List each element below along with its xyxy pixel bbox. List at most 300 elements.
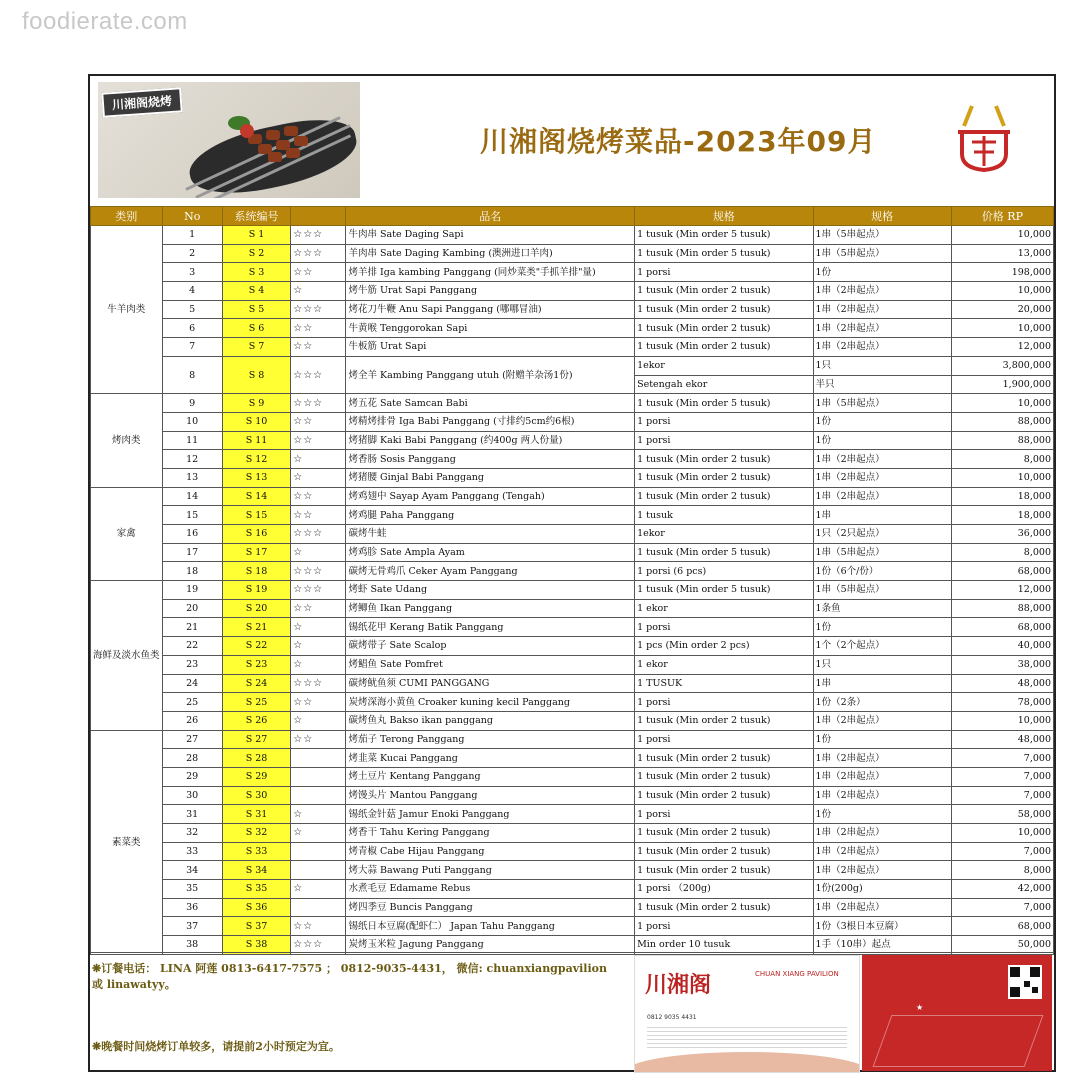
item-name: 烤土豆片 Kentang Panggang <box>346 767 635 786</box>
table-row <box>91 693 1054 712</box>
item-name: 碳烤鱼丸 Bakso ikan panggang <box>346 711 635 730</box>
item-rating: ☆☆☆ <box>291 356 346 393</box>
item-rating: ☆ <box>291 880 346 899</box>
category-cell: 海鲜及淡水鱼类 <box>91 581 163 731</box>
item-spec-cn: 1串（5串起点） <box>813 581 951 600</box>
item-spec: 1 tusuk (Min order 2 tusuk) <box>635 319 813 338</box>
item-name: 烤鸡腿 Paha Panggang <box>346 506 635 525</box>
item-spec-cn: 1串（5串起点） <box>813 394 951 413</box>
item-code: S 27 <box>222 730 290 749</box>
item-no: 27 <box>162 730 222 749</box>
item-rating: ☆☆☆ <box>291 674 346 693</box>
item-rating: ☆☆☆ <box>291 525 346 544</box>
item-spec: 1 tusuk (Min order 2 tusuk) <box>635 487 813 506</box>
item-price: 8,000 <box>951 450 1053 469</box>
item-no: 13 <box>162 468 222 487</box>
item-spec-cn: 1串（2串起点） <box>813 300 951 319</box>
item-spec-cn: 1串（2串起点） <box>813 487 951 506</box>
table-row <box>91 767 1054 786</box>
item-spec: 1 tusuk (Min order 2 tusuk) <box>635 282 813 301</box>
item-price: 10,000 <box>951 319 1053 338</box>
item-spec: 1 tusuk (Min order 2 tusuk) <box>635 898 813 917</box>
item-spec: 1 pcs (Min order 2 pcs) <box>635 637 813 656</box>
item-price: 13,000 <box>951 244 1053 263</box>
item-code: S 18 <box>222 562 290 581</box>
item-rating: ☆ <box>291 468 346 487</box>
item-rating: ☆ <box>291 637 346 656</box>
item-no: 25 <box>162 693 222 712</box>
item-spec: 1 porsi <box>635 730 813 749</box>
item-name: 牛板筋 Urat Sapi <box>346 338 635 357</box>
item-rating: ☆☆ <box>291 319 346 338</box>
item-spec: 1 tusuk (Min order 2 tusuk) <box>635 767 813 786</box>
item-price: 10,000 <box>951 226 1053 245</box>
photo-tag: 川湘阁烧烤 <box>101 87 183 118</box>
table-row <box>91 282 1054 301</box>
item-price: 12,000 <box>951 581 1053 600</box>
table-row <box>91 805 1054 824</box>
item-no: 35 <box>162 880 222 899</box>
table-row <box>91 711 1054 730</box>
item-no: 15 <box>162 506 222 525</box>
item-code: S 28 <box>222 749 290 768</box>
item-code: S 24 <box>222 674 290 693</box>
item-spec: 1 tusuk (Min order 5 tusuk) <box>635 244 813 263</box>
col-no: No <box>162 207 222 226</box>
col-stars <box>291 207 346 226</box>
card-pattern <box>873 1015 1044 1067</box>
table-row <box>91 394 1054 413</box>
item-spec-cn: 1串（2串起点） <box>813 711 951 730</box>
item-name: 烤羊排 Iga kambing Panggang (同炒菜类"手抓羊排"量) <box>346 263 635 282</box>
item-spec-cn: 1个（2个起点） <box>813 637 951 656</box>
item-rating: ☆☆ <box>291 730 346 749</box>
table-row <box>91 562 1054 581</box>
item-name: 牛黄喉 Tenggorokan Sapi <box>346 319 635 338</box>
item-name: 水煮毛豆 Edamame Rebus <box>346 880 635 899</box>
item-code: S 16 <box>222 525 290 544</box>
item-spec: Min order 10 tusuk <box>635 936 813 955</box>
item-spec-cn: 1串（2串起点） <box>813 786 951 805</box>
item-price: 7,000 <box>951 749 1053 768</box>
item-spec-cn: 1串（5串起点） <box>813 244 951 263</box>
item-price: 10,000 <box>951 394 1053 413</box>
col-spec: 规格 <box>635 207 813 226</box>
item-spec-cn: 1只（2只起点） <box>813 525 951 544</box>
bbq-photo <box>98 82 360 198</box>
item-no: 10 <box>162 412 222 431</box>
item-name: 烤五花 Sate Samcan Babi <box>346 394 635 413</box>
item-code: S 29 <box>222 767 290 786</box>
item-spec: 1 porsi (6 pcs) <box>635 562 813 581</box>
item-price: 68,000 <box>951 917 1053 936</box>
table-row <box>91 599 1054 618</box>
table-row <box>91 674 1054 693</box>
item-name: 烤茄子 Terong Panggang <box>346 730 635 749</box>
item-price: 68,000 <box>951 562 1053 581</box>
category-cell: 烤肉类 <box>91 394 163 487</box>
item-price: 10,000 <box>951 824 1053 843</box>
item-price: 7,000 <box>951 898 1053 917</box>
item-price: 88,000 <box>951 599 1053 618</box>
item-name: 羊肉串 Sate Daging Kambing (澳洲进口羊肉) <box>346 244 635 263</box>
item-spec: 1 porsi <box>635 263 813 282</box>
item-code: S 25 <box>222 693 290 712</box>
card-phone: 0812 9035 4431 <box>647 1014 697 1021</box>
item-name: 烤大蒜 Bawang Puti Panggang <box>346 861 635 880</box>
item-no: 32 <box>162 824 222 843</box>
item-no: 19 <box>162 581 222 600</box>
item-rating: ☆☆☆ <box>291 936 346 955</box>
item-spec: 1 tusuk (Min order 2 tusuk) <box>635 749 813 768</box>
qr-code-icon <box>1008 965 1042 999</box>
table-row <box>91 226 1054 245</box>
table-row <box>91 655 1054 674</box>
item-no: 12 <box>162 450 222 469</box>
item-rating: ☆☆☆ <box>291 244 346 263</box>
item-price: 3,800,000 <box>951 356 1053 375</box>
item-spec-cn: 1只 <box>813 655 951 674</box>
item-rating: ☆☆☆ <box>291 300 346 319</box>
item-price: 7,000 <box>951 767 1053 786</box>
item-rating: ☆☆ <box>291 599 346 618</box>
item-code: S 35 <box>222 880 290 899</box>
item-no: 3 <box>162 263 222 282</box>
item-spec: 1 TUSUK <box>635 674 813 693</box>
category-cell: 素菜类 <box>91 730 163 954</box>
item-spec-cn: 1串（2串起点） <box>813 898 951 917</box>
card-star-icon: ★ <box>916 1003 924 1012</box>
item-spec: 1 tusuk (Min order 5 tusuk) <box>635 394 813 413</box>
item-spec-cn: 1串（2串起点） <box>813 749 951 768</box>
item-price: 8,000 <box>951 543 1053 562</box>
item-name: 碳烤带子 Sate Scalop <box>346 637 635 656</box>
reservation-notice: ❋晚餐时间烧烤订单较多，请提前2小时预定为宜。 <box>92 1040 340 1053</box>
item-no: 21 <box>162 618 222 637</box>
item-no: 22 <box>162 637 222 656</box>
item-no: 24 <box>162 674 222 693</box>
item-spec-cn: 1份 <box>813 412 951 431</box>
item-no: 9 <box>162 394 222 413</box>
item-spec: 1 tusuk (Min order 2 tusuk) <box>635 711 813 730</box>
item-price: 12,000 <box>951 338 1053 357</box>
item-spec-cn: 1份 <box>813 805 951 824</box>
item-no: 18 <box>162 562 222 581</box>
business-card-front <box>634 955 860 1073</box>
item-code: S 3 <box>222 263 290 282</box>
table-row <box>91 338 1054 357</box>
table-row <box>91 263 1054 282</box>
item-no: 5 <box>162 300 222 319</box>
item-rating <box>291 842 346 861</box>
item-code: S 33 <box>222 842 290 861</box>
item-name: 炭烤玉米粒 Jagung Panggang <box>346 936 635 955</box>
item-spec: 1 tusuk (Min order 2 tusuk) <box>635 468 813 487</box>
item-rating: ☆☆ <box>291 693 346 712</box>
item-code: S 2 <box>222 244 290 263</box>
item-spec-cn: 1串 <box>813 506 951 525</box>
item-rating <box>291 786 346 805</box>
table-row <box>91 898 1054 917</box>
item-price: 88,000 <box>951 412 1053 431</box>
item-rating: ☆ <box>291 450 346 469</box>
item-rating: ☆☆ <box>291 338 346 357</box>
item-spec-cn: 1串（2串起点） <box>813 319 951 338</box>
item-price: 10,000 <box>951 468 1053 487</box>
item-price: 50,000 <box>951 936 1053 955</box>
item-no: 29 <box>162 767 222 786</box>
table-row <box>91 450 1054 469</box>
table-row <box>91 824 1054 843</box>
watermark: foodierate.com <box>22 8 188 35</box>
item-name: 碳烤牛蛙 <box>346 525 635 544</box>
item-spec-cn: 1份（6个/份） <box>813 562 951 581</box>
item-name: 碳烤鱿鱼须 CUMI PANGGANG <box>346 674 635 693</box>
item-rating: ☆ <box>291 282 346 301</box>
item-price: 20,000 <box>951 300 1053 319</box>
item-rating <box>291 767 346 786</box>
table-row <box>91 506 1054 525</box>
table-row <box>91 842 1054 861</box>
item-no: 8 <box>162 356 222 393</box>
item-spec-cn: 1份 <box>813 618 951 637</box>
item-code: S 5 <box>222 300 290 319</box>
item-rating: ☆☆ <box>291 431 346 450</box>
item-name: 碳烤无骨鸡爪 Ceker Ayam Panggang <box>346 562 635 581</box>
item-no: 1 <box>162 226 222 245</box>
item-spec: 1 tusuk (Min order 2 tusuk) <box>635 824 813 843</box>
item-no: 26 <box>162 711 222 730</box>
item-rating: ☆ <box>291 805 346 824</box>
item-code: S 9 <box>222 394 290 413</box>
item-spec-cn: 1串（2串起点） <box>813 861 951 880</box>
item-name: 烤精烤排骨 Iga Babi Panggang (寸排约5cm约6根) <box>346 412 635 431</box>
item-rating: ☆ <box>291 824 346 843</box>
business-card-back <box>862 955 1052 1071</box>
item-code: S 10 <box>222 412 290 431</box>
item-name: 烤鸡胗 Sate Ampla Ayam <box>346 543 635 562</box>
brand-logo-icon <box>944 98 1024 178</box>
card-brand: 川湘阁 <box>645 973 712 998</box>
item-spec: 1 tusuk (Min order 2 tusuk) <box>635 786 813 805</box>
table-row <box>91 431 1054 450</box>
item-rating: ☆☆☆ <box>291 226 346 245</box>
table-row <box>91 300 1054 319</box>
item-spec-cn: 半只 <box>813 375 951 394</box>
item-spec-cn: 1只 <box>813 356 951 375</box>
item-price: 48,000 <box>951 730 1053 749</box>
item-code: S 7 <box>222 338 290 357</box>
item-rating <box>291 898 346 917</box>
item-rating: ☆ <box>291 711 346 730</box>
col-category: 类别 <box>91 207 163 226</box>
item-code: S 17 <box>222 543 290 562</box>
item-no: 16 <box>162 525 222 544</box>
menu-sheet <box>88 74 1056 1072</box>
item-no: 38 <box>162 936 222 955</box>
menu-title: 川湘阁烧烤菜品-2023年09月 <box>480 125 877 158</box>
item-price: 48,000 <box>951 674 1053 693</box>
item-rating: ☆☆ <box>291 506 346 525</box>
table-row <box>91 319 1054 338</box>
category-cell: 牛羊肉类 <box>91 226 163 394</box>
table-row <box>91 637 1054 656</box>
item-code: S 14 <box>222 487 290 506</box>
item-spec: 1 ekor <box>635 599 813 618</box>
item-no: 23 <box>162 655 222 674</box>
item-no: 17 <box>162 543 222 562</box>
item-spec: 1 tusuk (Min order 5 tusuk) <box>635 543 813 562</box>
menu-body <box>91 226 1054 955</box>
card-details <box>647 1024 847 1050</box>
item-spec: 1 porsi <box>635 431 813 450</box>
item-spec: 1 tusuk <box>635 506 813 525</box>
item-name: 烤花刀牛鞭 Anu Sapi Panggang (哪哪冒油) <box>346 300 635 319</box>
table-row <box>91 749 1054 768</box>
item-price: 38,000 <box>951 655 1053 674</box>
col-price: 价格 RP <box>951 207 1053 226</box>
item-rating: ☆☆ <box>291 263 346 282</box>
table-header-row <box>91 207 1054 226</box>
item-spec: 1ekor <box>635 525 813 544</box>
item-name: 烤鸡翅中 Sayap Ayam Panggang (Tengah) <box>346 487 635 506</box>
item-code: S 31 <box>222 805 290 824</box>
item-spec-cn: 1串（2串起点） <box>813 450 951 469</box>
item-spec: 1 tusuk (Min order 2 tusuk) <box>635 300 813 319</box>
item-spec-cn: 1串 <box>813 674 951 693</box>
item-spec-cn: 1份 <box>813 730 951 749</box>
item-price: 7,000 <box>951 786 1053 805</box>
item-spec-cn: 1份 <box>813 263 951 282</box>
item-no: 30 <box>162 786 222 805</box>
item-spec-cn: 1手（10串）起点 <box>813 936 951 955</box>
item-code: S 13 <box>222 468 290 487</box>
item-code: S 22 <box>222 637 290 656</box>
item-name: 烤虾 Sate Udang <box>346 581 635 600</box>
item-no: 14 <box>162 487 222 506</box>
table-row <box>91 468 1054 487</box>
item-price: 198,000 <box>951 263 1053 282</box>
item-price: 10,000 <box>951 711 1053 730</box>
item-spec: 1 ekor <box>635 655 813 674</box>
item-name: 烤猪腰 Ginjal Babi Panggang <box>346 468 635 487</box>
item-code: S 32 <box>222 824 290 843</box>
item-code: S 36 <box>222 898 290 917</box>
item-spec: 1 tusuk (Min order 2 tusuk) <box>635 861 813 880</box>
item-name: 牛肉串 Sate Daging Sapi <box>346 226 635 245</box>
item-spec-cn: 1串（2串起点） <box>813 767 951 786</box>
item-spec-cn: 1串（2串起点） <box>813 468 951 487</box>
item-code: S 8 <box>222 356 290 393</box>
menu-table <box>90 206 1054 955</box>
item-no: 33 <box>162 842 222 861</box>
item-name: 烤四季豆 Buncis Panggang <box>346 898 635 917</box>
item-spec: Setengah ekor <box>635 375 813 394</box>
item-spec: 1 porsi （200g) <box>635 880 813 899</box>
item-spec-cn: 1份(200g) <box>813 880 951 899</box>
item-price: 78,000 <box>951 693 1053 712</box>
item-no: 11 <box>162 431 222 450</box>
card-wave-decoration <box>634 1052 860 1073</box>
item-rating <box>291 861 346 880</box>
item-no: 2 <box>162 244 222 263</box>
item-rating: ☆ <box>291 543 346 562</box>
item-rating: ☆☆ <box>291 487 346 506</box>
item-spec-cn: 1串（2串起点） <box>813 824 951 843</box>
item-code: S 12 <box>222 450 290 469</box>
item-rating: ☆☆ <box>291 917 346 936</box>
item-code: S 23 <box>222 655 290 674</box>
item-spec: 1 tusuk (Min order 2 tusuk) <box>635 842 813 861</box>
item-name: 烤牛筋 Urat Sapi Panggang <box>346 282 635 301</box>
item-price: 58,000 <box>951 805 1053 824</box>
item-price: 40,000 <box>951 637 1053 656</box>
item-code: S 20 <box>222 599 290 618</box>
item-rating <box>291 749 346 768</box>
item-name: 烤鲫鱼 Ikan Panggang <box>346 599 635 618</box>
item-no: 37 <box>162 917 222 936</box>
item-name: 烤青椒 Cabe Hijau Panggang <box>346 842 635 861</box>
item-no: 6 <box>162 319 222 338</box>
item-spec: 1 tusuk (Min order 5 tusuk) <box>635 581 813 600</box>
item-code: S 19 <box>222 581 290 600</box>
item-rating: ☆☆☆ <box>291 581 346 600</box>
item-spec: 1 porsi <box>635 805 813 824</box>
item-no: 31 <box>162 805 222 824</box>
item-spec-cn: 1条鱼 <box>813 599 951 618</box>
item-rating: ☆ <box>291 618 346 637</box>
item-spec: 1 tusuk (Min order 2 tusuk) <box>635 450 813 469</box>
item-name: 烤香肠 Sosis Panggang <box>346 450 635 469</box>
item-name: 锡纸日本豆腐(配虾仁） Japan Tahu Panggang <box>346 917 635 936</box>
item-name: 锡纸金针菇 Jamur Enoki Panggang <box>346 805 635 824</box>
table-row <box>91 244 1054 263</box>
item-code: S 4 <box>222 282 290 301</box>
category-cell: 家禽 <box>91 487 163 580</box>
item-no: 20 <box>162 599 222 618</box>
item-price: 10,000 <box>951 282 1053 301</box>
item-spec: 1 porsi <box>635 693 813 712</box>
table-row <box>91 917 1054 936</box>
item-name: 烤全羊 Kambing Panggang utuh (附赠羊杂汤1份) <box>346 356 635 393</box>
item-name: 烤馒头片 Mantou Panggang <box>346 786 635 805</box>
item-rating: ☆☆ <box>291 412 346 431</box>
table-row <box>91 581 1054 600</box>
item-no: 34 <box>162 861 222 880</box>
item-spec-cn: 1串（5串起点） <box>813 543 951 562</box>
item-name: 炭烤深海小黄鱼 Croaker kuning kecil Panggang <box>346 693 635 712</box>
item-spec-cn: 1串（2串起点） <box>813 842 951 861</box>
item-spec-cn: 1份（2条） <box>813 693 951 712</box>
table-row <box>91 730 1054 749</box>
item-code: S 11 <box>222 431 290 450</box>
col-name: 品名 <box>346 207 635 226</box>
table-row <box>91 412 1054 431</box>
table-row <box>91 487 1054 506</box>
item-no: 7 <box>162 338 222 357</box>
card-english-name: CHUAN XIANG PAVILION <box>755 970 839 978</box>
order-contact: ❋订餐电话： LINA 阿莲 0813-6417-7575 ； 0812-9035-4431， 微信: chuanxiangpavilion 或 linawatyy。 <box>92 962 607 991</box>
item-name: 烤鲳鱼 Sate Pomfret <box>346 655 635 674</box>
item-no: 28 <box>162 749 222 768</box>
item-code: S 26 <box>222 711 290 730</box>
item-rating: ☆ <box>291 655 346 674</box>
item-spec: 1 tusuk (Min order 2 tusuk) <box>635 338 813 357</box>
item-price: 88,000 <box>951 431 1053 450</box>
item-code: S 15 <box>222 506 290 525</box>
item-code: S 30 <box>222 786 290 805</box>
item-code: S 38 <box>222 936 290 955</box>
